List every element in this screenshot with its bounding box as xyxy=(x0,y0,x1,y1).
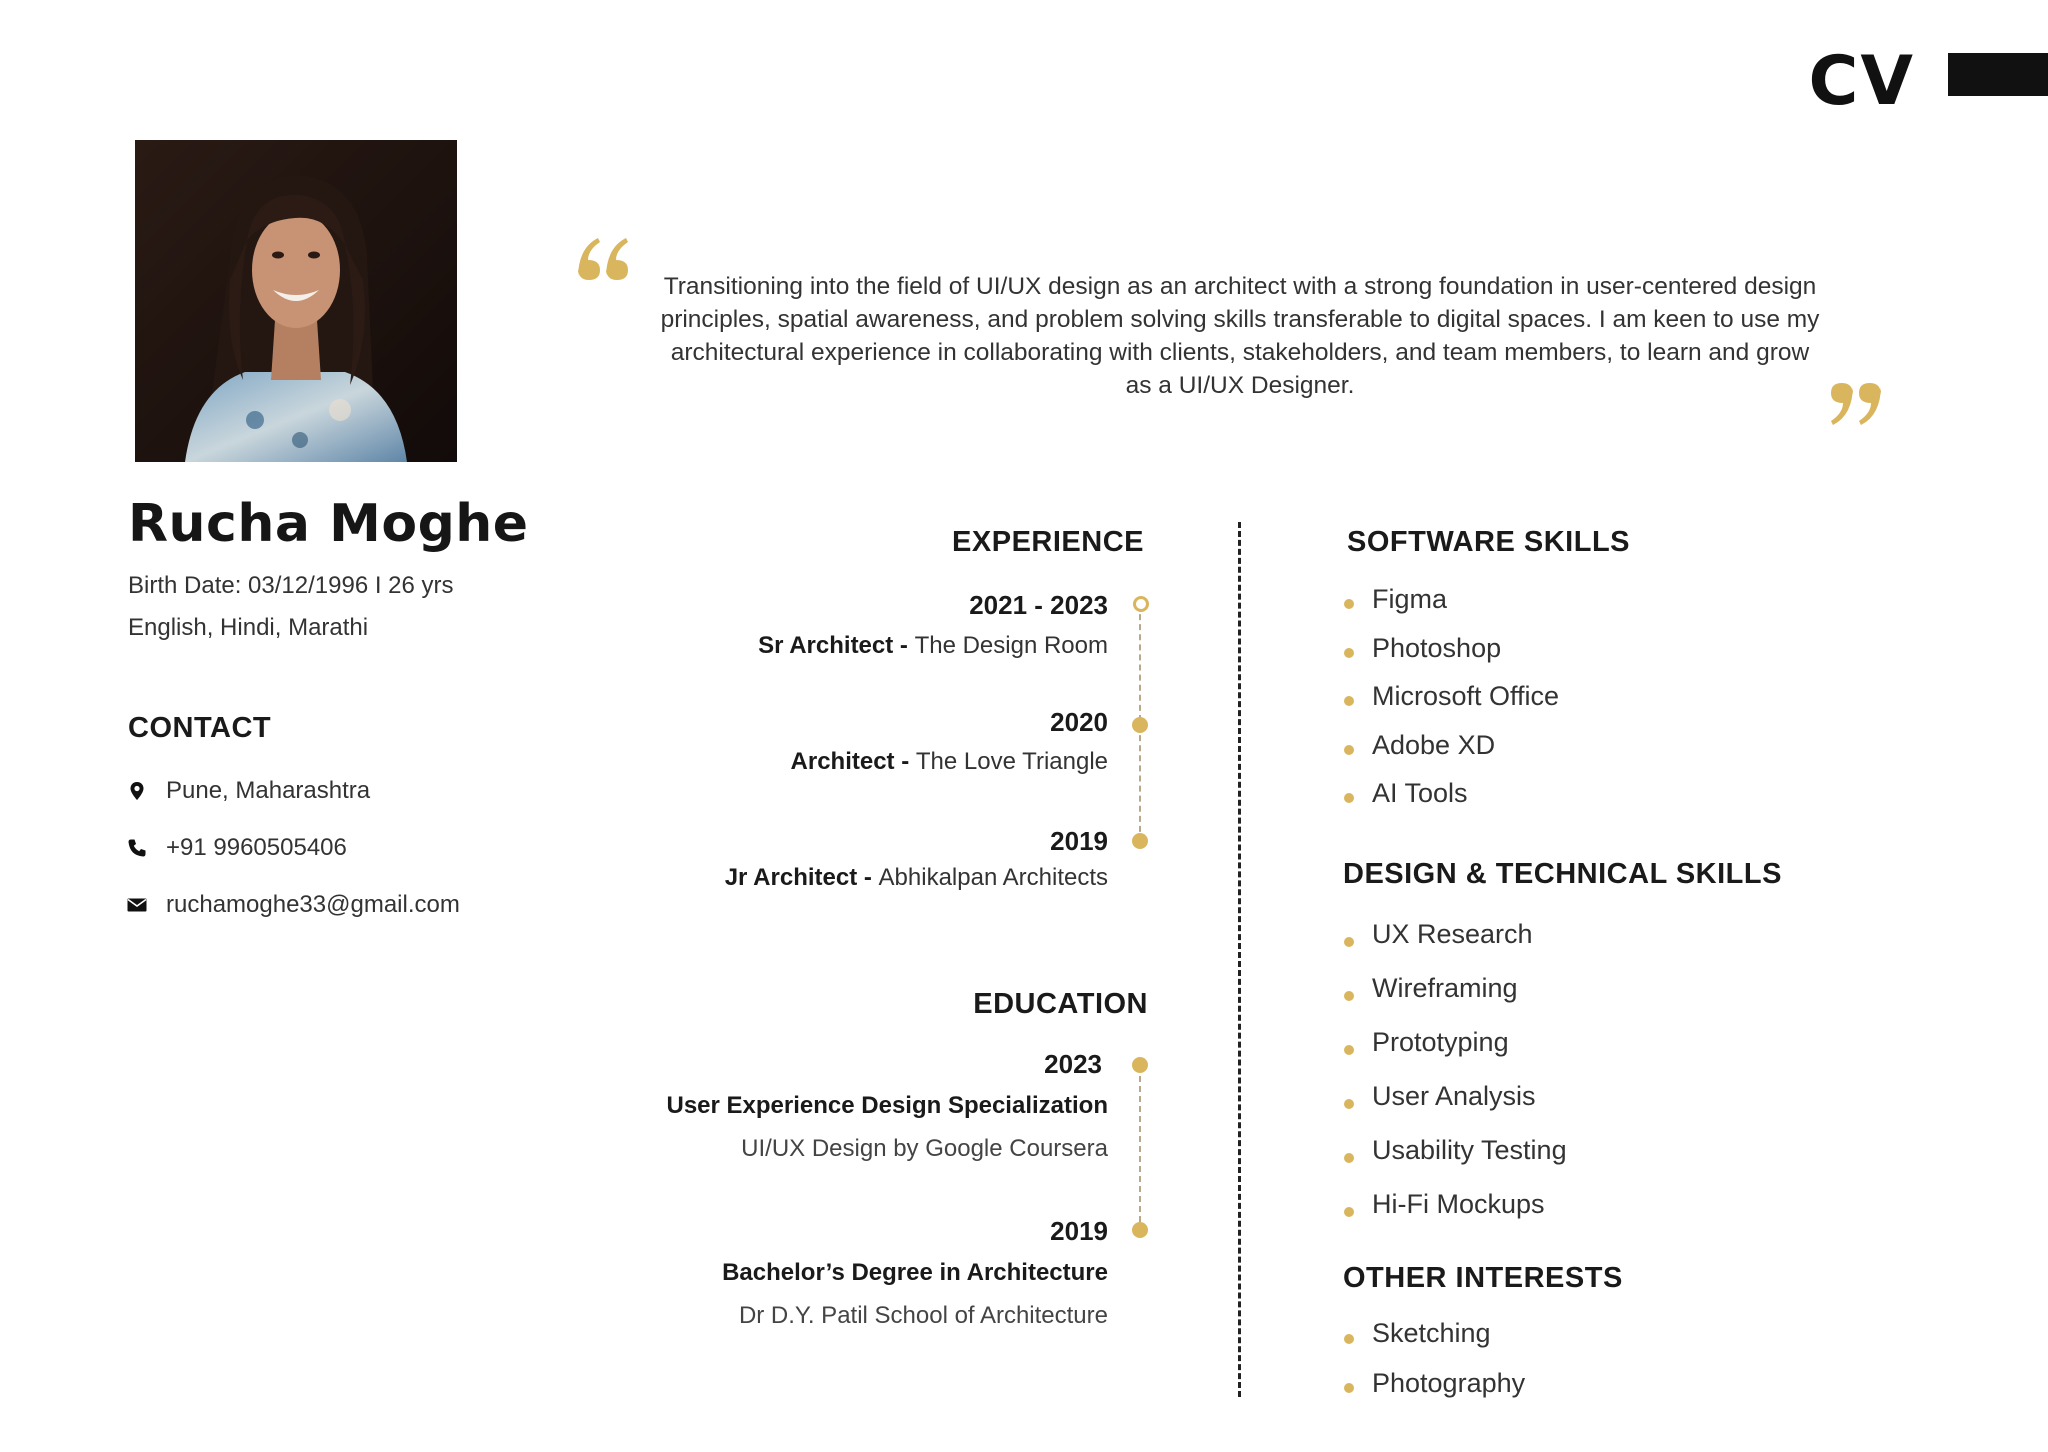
cv-header-bar xyxy=(1948,53,2048,96)
software-skills-heading: SOFTWARE SKILLS xyxy=(1347,526,1630,558)
bullet-dot xyxy=(1344,1099,1354,1109)
contact-heading: CONTACT xyxy=(128,712,272,744)
bullet-dot xyxy=(1344,745,1354,755)
company-name: The Design Room xyxy=(914,632,1108,659)
skill-item xyxy=(1344,1077,1567,1131)
timeline-node xyxy=(1132,833,1148,849)
interest-label: Photography xyxy=(1372,1367,1526,1398)
skill-label: AI Tools xyxy=(1372,778,1468,808)
interests-list xyxy=(1344,1314,1525,1413)
skill-label: Adobe XD xyxy=(1372,729,1496,760)
languages: English, Hindi, Marathi xyxy=(128,614,369,641)
bullet-dot xyxy=(1344,937,1354,947)
open-quote-icon xyxy=(574,228,634,288)
contact-email xyxy=(126,890,460,920)
phone-icon xyxy=(126,837,148,859)
company-name: Abhikalpan Architects xyxy=(878,864,1108,891)
skill-label: Photoshop xyxy=(1372,632,1502,663)
skill-label: Hi-Fi Mockups xyxy=(1372,1189,1545,1219)
candidate-name: Rucha Moghe xyxy=(128,494,529,554)
bullet-dot xyxy=(1344,1207,1354,1217)
column-divider xyxy=(1238,522,1241,1397)
skill-label: Microsoft Office xyxy=(1372,681,1560,711)
birth-date: Birth Date: 03/12/1996 I 26 yrs xyxy=(128,572,454,599)
job-title: Sr Architect - xyxy=(758,632,915,659)
skill-item xyxy=(1344,629,1559,678)
location-text: Pune, Maharashtra xyxy=(166,777,371,804)
education-institution: Dr D.Y. Patil School of Architecture xyxy=(738,1302,1108,1329)
skill-item xyxy=(1344,1023,1567,1077)
skill-label: UX Research xyxy=(1372,919,1533,949)
interests-heading: OTHER INTERESTS xyxy=(1343,1262,1623,1294)
bullet-dot xyxy=(1344,991,1354,1001)
education-year: 2019 xyxy=(1050,1216,1108,1246)
experience-role xyxy=(791,748,1108,776)
close-quote-icon xyxy=(1825,377,1885,437)
design-skills-list xyxy=(1344,915,1567,1239)
bullet-dot xyxy=(1344,1334,1354,1344)
education-title: Bachelor’s Degree in Architecture xyxy=(722,1259,1108,1286)
contact-location xyxy=(126,776,370,806)
skill-label: Wireframing xyxy=(1372,973,1518,1003)
skill-item xyxy=(1344,969,1567,1023)
skill-item xyxy=(1344,726,1559,775)
education-institution: UI/UX Design by Google Coursera xyxy=(741,1135,1108,1162)
bullet-dot xyxy=(1344,793,1354,803)
timeline-node xyxy=(1132,1222,1148,1238)
bullet-dot xyxy=(1344,1045,1354,1055)
phone-text: +91 9960505406 xyxy=(166,834,347,861)
interest-item xyxy=(1344,1314,1525,1364)
timeline-node xyxy=(1132,717,1148,733)
email-text: ruchamoghe33@gmail.com xyxy=(166,891,460,918)
timeline-node xyxy=(1133,596,1149,612)
skill-item xyxy=(1344,1131,1567,1185)
education-timeline-line xyxy=(1139,1066,1141,1232)
skill-item xyxy=(1344,580,1559,629)
experience-heading: EXPERIENCE xyxy=(952,526,1144,558)
skill-label: Prototyping xyxy=(1372,1027,1509,1057)
experience-role xyxy=(725,864,1108,892)
profile-photo xyxy=(135,140,457,462)
skill-item xyxy=(1344,774,1559,823)
bullet-dot xyxy=(1344,696,1354,706)
bullet-dot xyxy=(1344,599,1354,609)
experience-years: 2020 xyxy=(1050,707,1108,737)
skill-item xyxy=(1344,915,1567,969)
software-skills-list xyxy=(1344,580,1559,823)
portrait-image xyxy=(135,140,457,462)
skill-label: User Analysis xyxy=(1372,1081,1536,1111)
bullet-dot xyxy=(1344,1383,1354,1393)
bullet-dot xyxy=(1344,648,1354,658)
skill-label: Figma xyxy=(1372,584,1448,614)
interest-item xyxy=(1344,1364,1525,1414)
skill-item xyxy=(1344,1185,1567,1239)
location-pin-icon xyxy=(126,780,148,802)
job-title: Jr Architect - xyxy=(724,864,879,891)
skill-item xyxy=(1344,677,1559,726)
design-skills-heading: DESIGN & TECHNICAL SKILLS xyxy=(1343,858,1782,890)
job-title: Architect - xyxy=(790,748,916,775)
experience-role xyxy=(758,632,1108,660)
skill-label: Usability Testing xyxy=(1372,1135,1567,1165)
education-title: User Experience Design Specialization xyxy=(666,1092,1108,1119)
experience-years: 2019 xyxy=(1050,826,1108,856)
timeline-node xyxy=(1132,1057,1148,1073)
contact-phone xyxy=(126,833,347,863)
cv-title: CV xyxy=(1808,42,1915,121)
education-heading: EDUCATION xyxy=(973,988,1148,1020)
bullet-dot xyxy=(1344,1153,1354,1163)
education-year: 2023 xyxy=(1044,1049,1102,1079)
objective-text: Transitioning into the field of UI/UX design as an architect with a strong foundation in user-centered design principles, spatial awareness, and problem solving skills transferable to digital spaces. I am keen to use my architectural experience in collaborating with clients, stakeholders, and team members, to learn and grow as a UI/UX Designer. xyxy=(660,273,1820,399)
company-name: The Love Triangle xyxy=(915,748,1108,775)
mail-icon xyxy=(126,894,148,916)
interest-label: Sketching xyxy=(1372,1318,1491,1348)
experience-years: 2021 - 2023 xyxy=(969,590,1108,620)
